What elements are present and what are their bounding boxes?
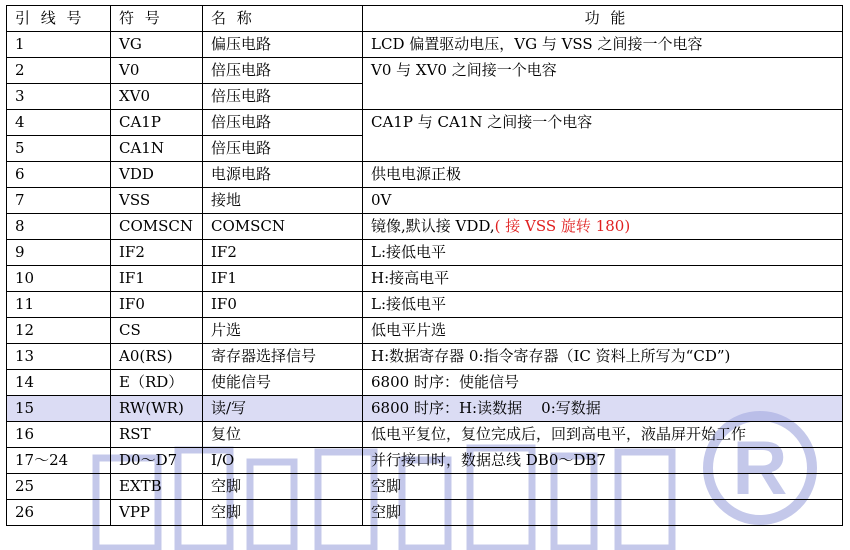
pin-function: 供电电源正极 bbox=[363, 162, 843, 188]
table-row bbox=[7, 344, 843, 370]
table-row bbox=[7, 162, 843, 188]
table-row bbox=[7, 292, 843, 318]
pin-function: L:接低电平 bbox=[363, 240, 843, 266]
pin-symbol: RW(WR) bbox=[111, 396, 203, 422]
pin-name: 复位 bbox=[203, 422, 363, 448]
pin-name: 空脚 bbox=[203, 474, 363, 500]
header-function: 功 能 bbox=[363, 6, 843, 32]
pin-number: 7 bbox=[7, 188, 111, 214]
pin-number: 11 bbox=[7, 292, 111, 318]
pin-number: 13 bbox=[7, 344, 111, 370]
pin-number: 14 bbox=[7, 370, 111, 396]
pin-symbol: IF0 bbox=[111, 292, 203, 318]
rotation-note: ( 接 VSS 旋转 180) bbox=[494, 217, 631, 235]
table-row bbox=[7, 188, 843, 214]
pin-name: 寄存器选择信号 bbox=[203, 344, 363, 370]
table-row bbox=[7, 370, 843, 396]
pin-symbol: VPP bbox=[111, 500, 203, 526]
table-row bbox=[7, 214, 843, 240]
pin-symbol: EXTB bbox=[111, 474, 203, 500]
table-row bbox=[7, 32, 843, 58]
table-row bbox=[7, 318, 843, 344]
pin-number: 16 bbox=[7, 422, 111, 448]
pin-number: 12 bbox=[7, 318, 111, 344]
pin-symbol: VSS bbox=[111, 188, 203, 214]
pin-function: 6800 时序：使能信号 bbox=[363, 370, 843, 396]
pin-function: V0 与 XV0 之间接一个电容 bbox=[363, 58, 843, 110]
watermark-r: R bbox=[732, 426, 788, 511]
pin-number: 6 bbox=[7, 162, 111, 188]
pin-symbol: A0(RS) bbox=[111, 344, 203, 370]
table-row bbox=[7, 266, 843, 292]
pin-symbol: RST bbox=[111, 422, 203, 448]
pin-name: 倍压电路 bbox=[203, 110, 363, 136]
pin-name: IF1 bbox=[203, 266, 363, 292]
pin-function: H:接高电平 bbox=[363, 266, 843, 292]
pin-function: 空脚 bbox=[363, 500, 843, 526]
header-name: 名 称 bbox=[203, 6, 363, 32]
pin-symbol: VG bbox=[111, 32, 203, 58]
pin-number: 1 bbox=[7, 32, 111, 58]
table-row bbox=[7, 58, 843, 84]
pin-function: LCD 偏置驱动电压，VG 与 VSS 之间接一个电容 bbox=[363, 32, 843, 58]
pin-name: 倍压电路 bbox=[203, 84, 363, 110]
pin-name: 倍压电路 bbox=[203, 58, 363, 84]
table-row bbox=[7, 240, 843, 266]
table-header-row bbox=[7, 6, 843, 32]
pin-number: 2 bbox=[7, 58, 111, 84]
pin-number: 3 bbox=[7, 84, 111, 110]
pin-function: 低电平复位，复位完成后，回到高电平，液晶屏开始工作 bbox=[363, 422, 843, 448]
table-row bbox=[7, 474, 843, 500]
pin-name: I/O bbox=[203, 448, 363, 474]
header-pin-number: 引 线 号 bbox=[7, 6, 111, 32]
pin-number: 4 bbox=[7, 110, 111, 136]
pin-function: CA1P 与 CA1N 之间接一个电容 bbox=[363, 110, 843, 162]
function-text: 镜像,默认接 VDD, bbox=[371, 217, 495, 235]
pin-function: 空脚 bbox=[363, 474, 843, 500]
table-row bbox=[7, 448, 843, 474]
pin-number: 26 bbox=[7, 500, 111, 526]
pin-symbol: VDD bbox=[111, 162, 203, 188]
pin-symbol: XV0 bbox=[111, 84, 203, 110]
pin-function: 0V bbox=[363, 188, 843, 214]
pin-number: 15 bbox=[7, 396, 111, 422]
table-row bbox=[7, 422, 843, 448]
pin-number: 10 bbox=[7, 266, 111, 292]
pin-symbol: IF2 bbox=[111, 240, 203, 266]
pin-function bbox=[363, 214, 843, 240]
pin-function: 并行接口时，数据总线 DB0～DB7 bbox=[363, 448, 843, 474]
pin-symbol: IF1 bbox=[111, 266, 203, 292]
pin-function: H:数据寄存器 0:指令寄存器（IC 资料上所写为“CD”) bbox=[363, 344, 843, 370]
pin-table bbox=[6, 5, 843, 526]
pin-name: 偏压电路 bbox=[203, 32, 363, 58]
pin-function: 6800 时序：H:读数据 0:写数据 bbox=[363, 396, 843, 422]
pin-function: 低电平片选 bbox=[363, 318, 843, 344]
pin-name: 空脚 bbox=[203, 500, 363, 526]
pin-name: 接地 bbox=[203, 188, 363, 214]
pin-symbol: CS bbox=[111, 318, 203, 344]
pin-name: IF0 bbox=[203, 292, 363, 318]
pin-name: 读/写 bbox=[203, 396, 363, 422]
pin-name: COMSCN bbox=[203, 214, 363, 240]
pin-name: 片选 bbox=[203, 318, 363, 344]
pin-function: L:接低电平 bbox=[363, 292, 843, 318]
table-row bbox=[7, 396, 843, 422]
pin-number: 25 bbox=[7, 474, 111, 500]
pin-symbol: V0 bbox=[111, 58, 203, 84]
table-row bbox=[7, 110, 843, 136]
pin-symbol: D0～D7 bbox=[111, 448, 203, 474]
pin-symbol: COMSCN bbox=[111, 214, 203, 240]
pin-name: 使能信号 bbox=[203, 370, 363, 396]
pin-name: IF2 bbox=[203, 240, 363, 266]
pin-number: 5 bbox=[7, 136, 111, 162]
table-row bbox=[7, 500, 843, 526]
pin-number: 17～24 bbox=[7, 448, 111, 474]
pin-name: 倍压电路 bbox=[203, 136, 363, 162]
pin-symbol: E（RD） bbox=[111, 370, 203, 396]
pin-number: 8 bbox=[7, 214, 111, 240]
header-symbol: 符 号 bbox=[111, 6, 203, 32]
pin-number: 9 bbox=[7, 240, 111, 266]
pin-symbol: CA1P bbox=[111, 110, 203, 136]
pin-symbol: CA1N bbox=[111, 136, 203, 162]
pin-name: 电源电路 bbox=[203, 162, 363, 188]
